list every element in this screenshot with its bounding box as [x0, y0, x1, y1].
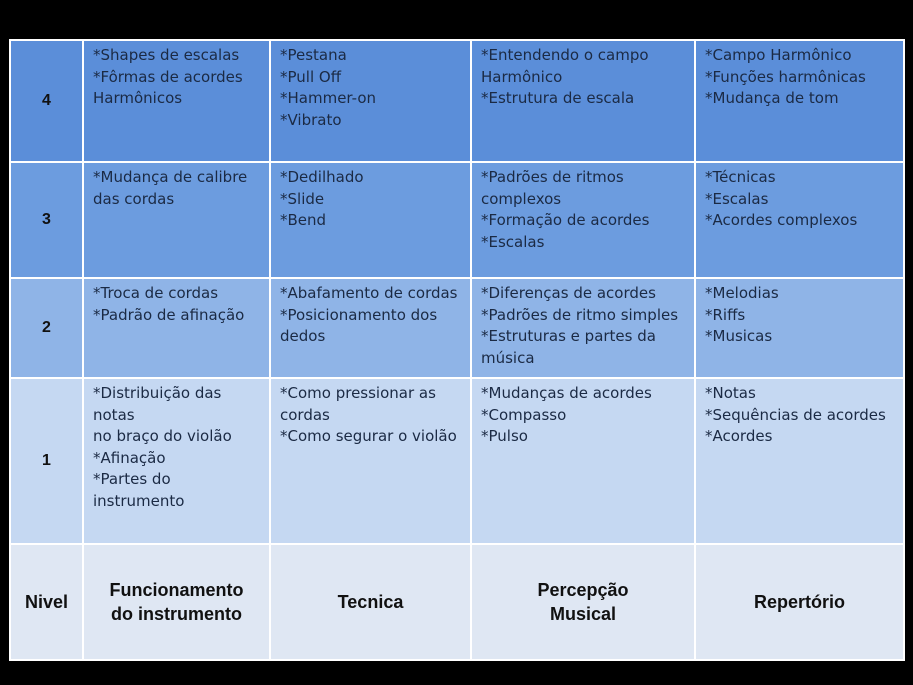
cell-line: *Pestana — [280, 46, 347, 64]
header-line: do instrumento — [111, 604, 242, 624]
cell-line: *Formação de acordes — [481, 211, 650, 229]
cell-line: *Escalas — [705, 189, 769, 208]
cell-line: *Padrões de ritmo simples — [481, 305, 679, 324]
cell-line: *Bend — [280, 211, 327, 229]
cell-line: *Padrão de afinação — [93, 305, 245, 324]
header-line: Percepção — [537, 580, 629, 600]
table-cell-repertorio — [695, 378, 904, 544]
table-row-level-1 — [10, 378, 904, 544]
table-cell-instrumento — [83, 278, 270, 378]
cell-line: *Sequências de acordes — [705, 405, 886, 424]
cell-line: *Estrutura de escala — [481, 89, 635, 107]
cell-line: música — [481, 348, 535, 367]
table-row-level-4 — [10, 40, 904, 162]
header-tecnica — [270, 544, 471, 660]
table-cell-repertorio — [695, 162, 904, 278]
table-row-level-2 — [10, 278, 904, 378]
cell-line: *Distribuição das notas — [93, 384, 227, 424]
curriculum-table — [9, 39, 905, 661]
cell-line: *Pulso — [481, 427, 528, 445]
cell-line: *Fôrmas de acordes — [93, 67, 243, 86]
cell-line: Harmônico — [481, 67, 563, 86]
cell-line: *Como segurar o violão — [280, 427, 457, 445]
cell-line: *Escalas — [481, 232, 545, 251]
header-line: Funcionamento — [109, 580, 244, 600]
table-cell-tecnica — [270, 162, 471, 278]
cell-line: *Mudança de calibre — [93, 168, 248, 186]
cell-line: *Melodias — [705, 284, 779, 302]
table-cell-percepcao — [471, 40, 695, 162]
table-cell-percepcao — [471, 162, 695, 278]
level-cell: 2 — [10, 278, 83, 378]
cell-line: *Funções harmônicas — [705, 67, 866, 86]
table-row-level-3 — [10, 162, 904, 278]
table-cell-instrumento — [83, 40, 270, 162]
cell-line: *Técnicas — [705, 168, 776, 186]
cell-line: *Mudança de tom — [705, 89, 839, 107]
cell-line: *Entendendo o campo — [481, 46, 649, 64]
cell-line: dedos — [280, 327, 326, 345]
header-funcionamento — [83, 544, 270, 660]
cell-line: *Partes do — [93, 470, 171, 488]
cell-line: *Slide — [280, 189, 325, 208]
cell-line: *Compasso — [481, 405, 567, 424]
cell-line: *Notas — [705, 384, 756, 402]
header-line: Musical — [549, 604, 617, 624]
cell-line: *Posicionamento dos — [280, 305, 438, 324]
table-cell-tecnica — [270, 278, 471, 378]
table-cell-repertorio — [695, 278, 904, 378]
cell-line: *Hammer-on — [280, 89, 377, 107]
cell-line: *Estruturas e partes da — [481, 327, 656, 345]
table-cell-percepcao — [471, 278, 695, 378]
cell-line: *Como pressionar as — [280, 384, 436, 402]
header-percepcao — [471, 544, 695, 660]
cell-line: *Acordes complexos — [705, 211, 858, 229]
cell-line: instrumento — [93, 491, 185, 510]
header-line: Tecnica — [337, 592, 404, 612]
cell-line: *Diferenças de acordes — [481, 284, 656, 302]
cell-line: *Dedilhado — [280, 168, 364, 186]
cell-line: *Troca de cordas — [93, 284, 219, 302]
table-cell-tecnica — [270, 378, 471, 544]
table-cell-percepcao — [471, 378, 695, 544]
table-cell-instrumento — [83, 162, 270, 278]
table-cell-repertorio — [695, 40, 904, 162]
table-header-row — [10, 544, 904, 660]
cell-line: *Abafamento de cordas — [280, 284, 458, 302]
table-cell-instrumento — [83, 378, 270, 544]
cell-line: Harmônicos — [93, 89, 183, 107]
cell-line: *Pull Off — [280, 67, 342, 86]
cell-line: *Padrões de ritmos — [481, 168, 624, 186]
cell-line: complexos — [481, 189, 562, 208]
cell-line: *Campo Harmônico — [705, 46, 852, 64]
cell-line: *Riffs — [705, 305, 746, 324]
cell-line: *Musicas — [705, 327, 773, 345]
cell-line: *Vibrato — [280, 110, 342, 129]
cell-line: no braço do violão — [93, 427, 232, 445]
level-cell: 3 — [10, 162, 83, 278]
cell-line: das cordas — [93, 189, 175, 208]
cell-line: *Shapes de escalas — [93, 46, 240, 64]
level-cell: 4 — [10, 40, 83, 162]
header-repertorio — [695, 544, 904, 660]
cell-line: *Afinação — [93, 448, 166, 467]
header-line: Repertório — [753, 592, 845, 612]
cell-line: *Mudanças de acordes — [481, 384, 652, 402]
cell-line: *Acordes — [705, 427, 773, 445]
table-cell-tecnica — [270, 40, 471, 162]
header-nivel: Nivel — [10, 544, 83, 660]
cell-line: cordas — [280, 405, 330, 424]
level-cell: 1 — [10, 378, 83, 544]
